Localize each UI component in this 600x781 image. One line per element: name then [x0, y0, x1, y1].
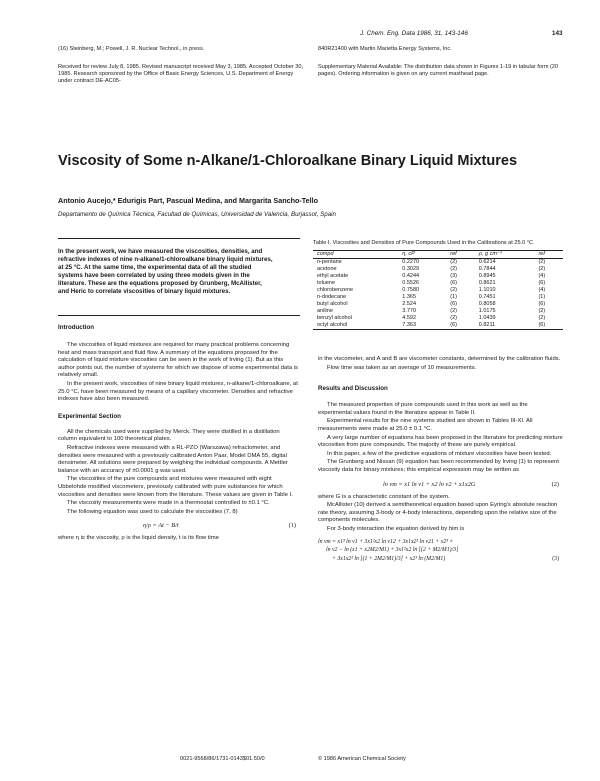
intro-paragraph: The viscosities of liquid mixtures are required for many practical problems concerning heat and mass transport and fluid flow. A summary of the equations proposed for the calculation of liquid mixture viscosities can be seen in the work of Irving (1). But as this author points out, the number of systems for which we dispose of some experimental data is relatively small. [58, 342, 299, 379]
page-number: 143 [552, 30, 563, 37]
equation-3 [318, 538, 563, 564]
experimental-heading: Experimental Section [58, 412, 121, 420]
table-cell: n-pentane [317, 259, 342, 266]
table-cell: 0.7451 [478, 294, 496, 301]
table-cell: 0.3029 [402, 266, 420, 273]
table-cell: 0.7580 [402, 287, 420, 294]
table-cell: (6) [450, 280, 458, 287]
table-1-col-header: ref [446, 251, 474, 259]
table-cell: 0.8621 [478, 280, 496, 287]
equation-3-line: ln νm = x1³ ln ν1 + 3x1²x2 ln ν12 + 3x1x2² ln ν21 + x2³ × [318, 538, 454, 545]
equation-2-body: ln νm = x1 ln ν1 + x2 ln ν2 + x1x2G [383, 480, 476, 488]
table-cell: 1.365 [402, 294, 417, 301]
table-cell: 3.770 [402, 308, 417, 315]
table-cell: 0.7844 [478, 266, 496, 273]
table-cell: 1.1010 [478, 287, 496, 294]
table-cell: (2) [538, 315, 546, 322]
table-cell: aniline [317, 308, 333, 315]
experimental-paragraph: The viscosity measurements were made in a thermostat controlled to ±0.1 °C. [67, 500, 270, 507]
right-column-body [318, 356, 563, 372]
contract-note: 840R21400 with Martin Marietta Energy Systems, Inc. [318, 46, 452, 52]
table-row [313, 273, 563, 280]
table-cell: (6) [446, 322, 474, 330]
table-cell: acetone [317, 266, 337, 273]
footer-copyright: © 1986 American Chemical Society [318, 756, 406, 762]
table-1-header-row [313, 251, 563, 259]
introduction-body [58, 342, 300, 404]
table-cell: (4) [538, 273, 546, 280]
table-cell: (2) [538, 308, 546, 315]
experimental-paragraph: The viscosities of the pure compounds and mixtures were measured with eight Ubbelohde modified viscometers, previously calibrated with pure substances for which viscosities and densities were known from the literature. These values are given in Table I. [58, 476, 293, 498]
results-paragraph: For 3-body interaction the equation derived by him is [327, 525, 465, 532]
left-column [58, 320, 300, 544]
journal-header: J. Chem. Eng. Data 1986, 31, 143-146 [360, 30, 468, 37]
abstract: In the present work, we have measured the viscosities, densities, and refractive indexes of nine n-alkane/1-chloroalkane binary liquid mixtures, at 25 °C. At the same time, the experimental data of all the studied systems have been correlated by using three models given in the literature. These are the equations proposed by Grunberg, McAllister, and Heric to correlate viscosities of binary liquid mixtures. [58, 248, 273, 295]
table-1-grid [313, 250, 563, 330]
table-cell: ethyl acetate [317, 273, 349, 280]
introduction-heading: Introduction [58, 324, 95, 331]
table-cell: chlorobenzene [317, 287, 354, 294]
table-cell: butyl alcohol [317, 301, 348, 308]
results-paragraph: where G is a characteristic constant of the system. [318, 493, 450, 500]
table-row [313, 287, 563, 294]
table-cell: 0.2270 [402, 259, 420, 266]
table-cell: (2) [450, 287, 458, 294]
footer-code: 0021-9568/86/1731-0143$01.50/0 [180, 756, 265, 762]
reference-16: (16) Steinberg, M.; Powell, J. R. Nuclear Technol., in press. [58, 46, 205, 52]
experimental-paragraph: The following equation was used to calculate the viscosities (7, 8) [67, 508, 238, 515]
table-1 [313, 240, 563, 330]
table-cell: (4) [538, 287, 546, 294]
results-paragraph: A very large number of equations has been proposed in the literature for predicting mixture viscosities from pure compounds. The majority of these are purely empirical. [318, 434, 563, 449]
table-row [313, 259, 563, 267]
table-row [313, 266, 563, 273]
abstract-bottom-rule [58, 315, 300, 316]
table-cell: 1.0175 [478, 308, 496, 315]
equation-3-line: + 3x1x2² ln [(1 + 2M2/M1)/3] + x2³ ln (M2/M1) [332, 555, 446, 562]
experimental-paragraph: where η is the viscosity, ρ is the liquid density, t is its flow time [58, 535, 219, 542]
equation-3-line: ln ν2 − ln (x1 + x2M2/M1) + 3x1²x2 ln [(2 + M2/M1)/3] [326, 547, 459, 554]
table-cell: 2.524 [402, 301, 417, 308]
results-paragraph: Experimental results for the nine systems studied are shown in Tables III-XI. All measurements were made at 25.0 ± 0.1 °C. [318, 418, 533, 432]
received-note: Received for review July 8, 1985. Revised manuscript received May 3, 1985. Accepted October 30, 1985. Research sponsored by the Office of Basic Energy Sciences, U.S. Department of Energy under contract DE-AC05- [58, 64, 304, 85]
results-heading: Results and Discussion [318, 385, 388, 393]
equation-3-number: (3) [552, 555, 559, 562]
table-cell: (1) [450, 294, 458, 301]
table-cell: (2) [450, 308, 458, 315]
table-row [313, 294, 563, 301]
table-cell: (6) [538, 280, 546, 287]
experimental-paragraph: All the chemicals used were supplied by Merck. They were distilled in a distillation column equivalent to 100 theoretical plates. [58, 428, 280, 443]
table-cell: (2) [538, 259, 546, 266]
equation-2 [318, 476, 563, 494]
table-cell: 0.8211 [475, 322, 535, 330]
equation-2-number: (2) [551, 480, 559, 488]
results-paragraph: McAllister (10) derived a semitheoretical equation based upon Eyring's absolute reaction rate theory, assuming 3-body or 4-body interactions, depending upon the relative size of the components molecules. [318, 502, 558, 524]
experimental-body [58, 429, 300, 543]
results-paragraph: In this paper, a few of the predictive equations of mixture viscosities have been tested. [327, 450, 552, 457]
table-row [313, 322, 563, 330]
results-paragraph: The Grunberg and Nissan (9) equation has been recommended by Irving (1) to represent viscosity data for binary mixtures; this empirical expression may be written as [318, 459, 559, 473]
table-cell: n-dodecane [317, 294, 347, 301]
table-cell: 1.0439 [478, 315, 496, 322]
supplementary-note: Supplementary Material Available: The distribution data shown in Figures 1-19 in tabular form (20 pages). Ordering information is given on any current masthead page. [318, 64, 559, 78]
abstract-top-rule [58, 238, 300, 239]
table-1-caption: Table I. Viscosities and Densities of Pure Compounds Used in the Calibrations at 25.0 °C [313, 240, 534, 246]
table-1-col-header: ρ, g cm⁻³ [475, 251, 535, 259]
table-cell: (3) [450, 273, 458, 280]
table-cell: 0.6214 [478, 259, 496, 266]
table-cell: (6) [450, 301, 458, 308]
paper-title: Viscosity of Some n-Alkane/1-Chloroalkane Binary Liquid Mixtures [58, 153, 518, 169]
table-1-col-header: ref [534, 251, 563, 259]
right-paragraph: in the viscometer, and A and B are viscometer constants, determined by the calibration fluids. [318, 356, 561, 362]
table-cell: benzyl alcohol [317, 315, 352, 322]
table-cell: octyl alcohol [313, 322, 398, 330]
table-cell: 4.592 [402, 315, 417, 322]
table-row [313, 301, 563, 308]
table-cell: (6) [534, 322, 563, 330]
table-cell: toluene [317, 280, 336, 287]
equation-1 [58, 517, 300, 535]
results-body [318, 402, 563, 563]
experimental-paragraph: Refractive indexes were measured with a RL-PZO (Warszawa) refractometer, and densities were measured with a previously calibrated Anton Paar, Model DMA 55, digital densimeter. All solutions were prepared by weighing the individual compounds. A Mettler balance with an accuracy of ±0.0001 g was used. [58, 444, 288, 474]
table-cell: 0.5526 [402, 280, 420, 287]
table-row [313, 315, 563, 322]
table-1-col-header: compd [313, 251, 398, 259]
table-row [313, 308, 563, 315]
equation-1-number: (1) [288, 522, 296, 530]
right-paragraph: Flow time was taken as an average of 10 measurements. [327, 364, 477, 371]
table-cell: (2) [538, 266, 546, 273]
table-cell: (2) [450, 315, 458, 322]
table-cell: 7.363 [398, 322, 446, 330]
table-cell: (2) [450, 259, 458, 266]
table-cell: (1) [538, 294, 546, 301]
author-list: Antonio Aucejo,* Edurigis Part, Pascual Medina, and Margarita Sancho-Tello [58, 196, 318, 205]
table-cell: 0.8058 [478, 301, 496, 308]
table-cell: 0.4244 [402, 273, 420, 280]
table-row [313, 280, 563, 287]
table-1-col-header: η, cP [398, 251, 446, 259]
results-paragraph: The measured properties of pure compounds used in this work as well as the experimental values found in the literature appear in Table II. [318, 402, 528, 416]
intro-paragraph: In the present work, viscosities of nine binary liquid mixtures, n-alkane/1-chloroalkane, at 25.0 °C, have been measured by means of a capillary viscometer. Densities and refractive indexes have also been measured. [58, 380, 298, 403]
affiliation: Departamento de Química Técnica, Facultad de Químicas, Universidad de Valencia, Burjassot, Spain [58, 211, 337, 218]
right-column [318, 356, 563, 563]
table-cell: (2) [450, 266, 458, 273]
table-cell: (6) [538, 301, 546, 308]
table-cell: 0.8945 [478, 273, 496, 280]
equation-1-body: η/ρ = At − B/t [143, 522, 179, 530]
